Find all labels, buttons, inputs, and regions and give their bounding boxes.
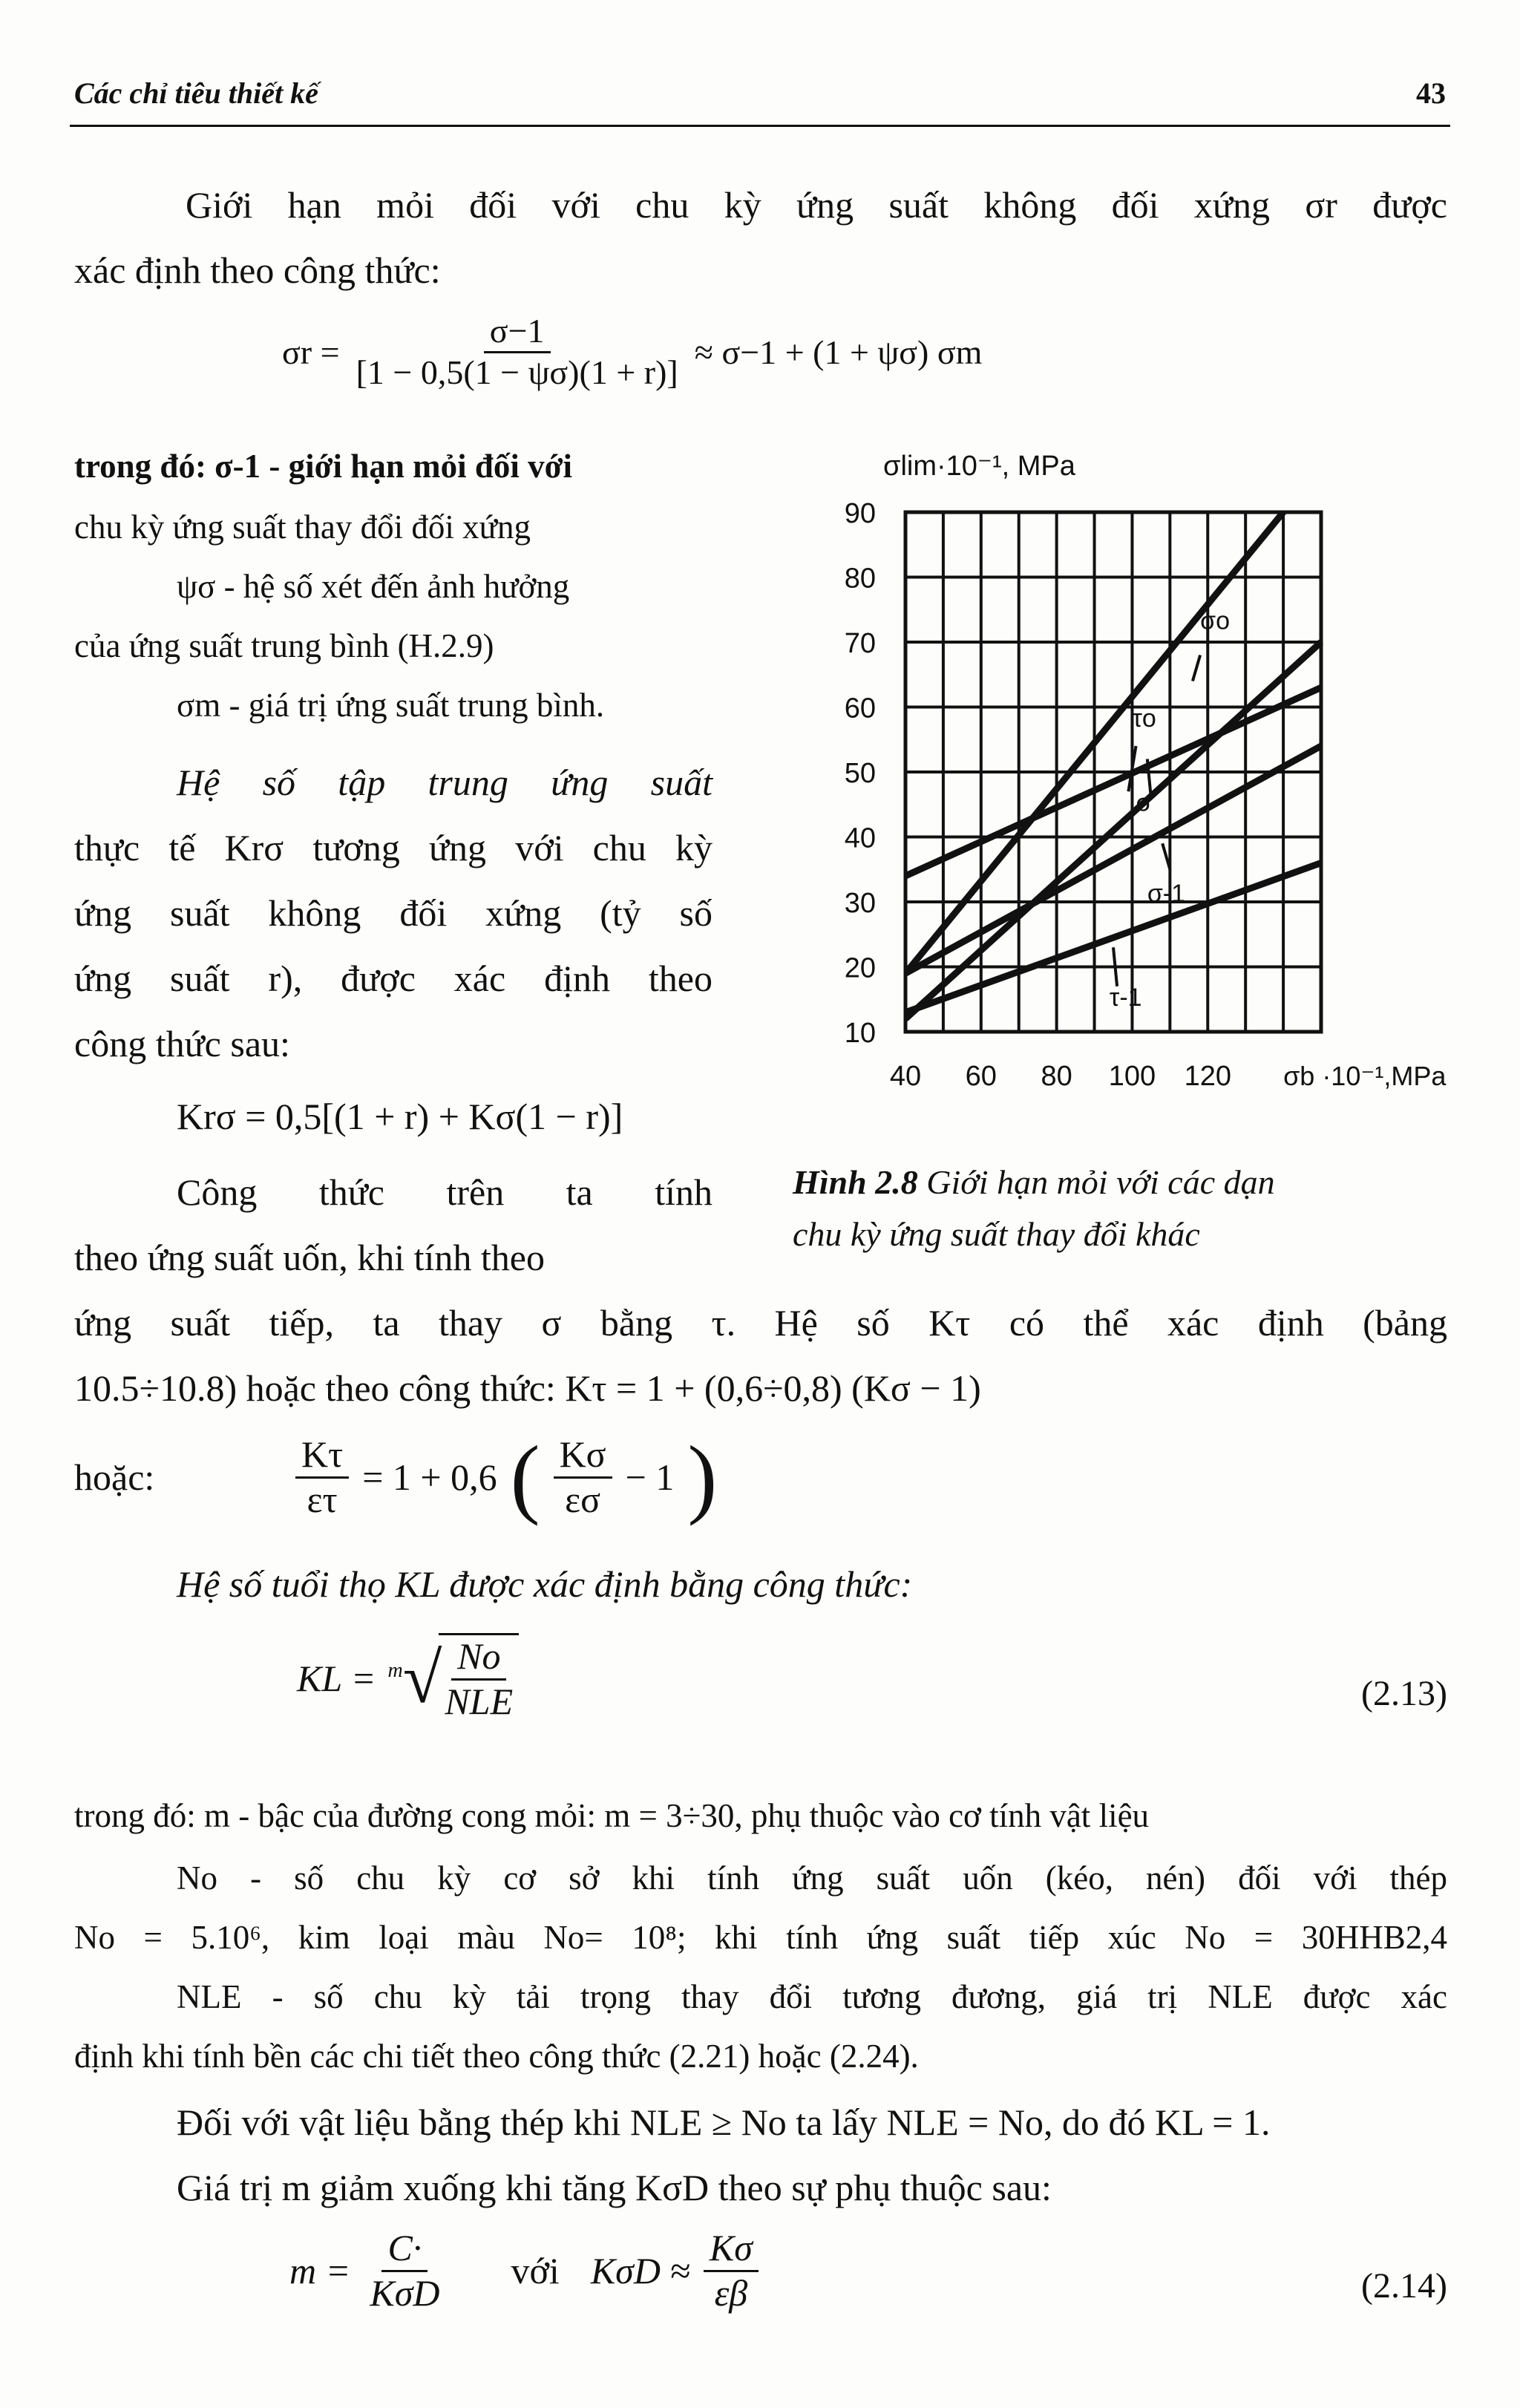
body-p5-line-2: định khi tính bền các chi tiết theo công thức (2.21) hoặc (2.24). — [74, 2038, 919, 2075]
ksd-fraction — [704, 2227, 759, 2314]
minus-one: − 1 — [625, 1456, 675, 1498]
kt-denominator: ετ — [307, 1478, 338, 1520]
series-label: σo — [1200, 606, 1230, 635]
ks-denominator: εσ — [565, 1478, 601, 1520]
m-lhs: m = — [289, 2250, 351, 2291]
body-p6: Đối với vật liệu bằng thép khi NLE ≥ No ta lấy NLE = No, do đó KL = 1. — [177, 2101, 1271, 2143]
ksd-denominator: εβ — [714, 2271, 748, 2314]
figure-caption-text-2: chu kỳ ứng suất thay đổi khác — [793, 1215, 1200, 1253]
radical-sign: √ — [402, 1637, 442, 1718]
close-paren: ) — [687, 1427, 718, 1526]
figure-caption-label: Hình 2.8 — [793, 1163, 918, 1201]
page-number: 43 — [1416, 76, 1446, 110]
y-tick-label: 90 — [844, 498, 876, 529]
ksd-lhs: KσD ≈ — [590, 2250, 690, 2291]
m-numerator: C· — [381, 2227, 428, 2272]
ks-numerator: Kσ — [554, 1433, 612, 1479]
formula-m — [289, 2227, 759, 2314]
hoac-rhs: = 1 + 0,6 — [362, 1456, 497, 1498]
kl-numerator: No — [451, 1635, 506, 1681]
body-p4-line-1: No - số chu kỳ cơ sở khi tính ứng suất uốn (kéo, nén) đối với thép — [177, 1859, 1447, 1897]
left-col-line-8: ứng suất không đối xứng (tỷ số — [74, 892, 712, 934]
body-p4-line-2: No = 5.10⁶, kim loại màu No= 10⁸; khi tính ứng suất tiếp xúc No = 30HHB2,4 — [74, 1919, 1447, 1956]
y-tick-label: 10 — [844, 1018, 876, 1049]
y-tick-label: 50 — [844, 758, 876, 789]
kl-root-index: m — [387, 1658, 403, 1682]
y-tick-label: 80 — [844, 563, 876, 595]
formula-k-r-sigma: Krσ = 0,5[(1 + r) + Kσ(1 − r)] — [177, 1096, 623, 1137]
series-leader-line — [1113, 947, 1117, 987]
formula-sigma-r-fraction — [350, 312, 684, 393]
x-tick-label: 120 — [1184, 1061, 1231, 1092]
body-p1-line-2: 10.5÷10.8) hoặc theo công thức: Kτ = 1 + (0,6÷0,8) (Kσ − 1) — [74, 1367, 981, 1409]
m-fraction — [364, 2227, 445, 2314]
y-tick-label: 30 — [844, 888, 876, 919]
y-tick-label: 60 — [844, 693, 876, 724]
kl-root — [388, 1633, 520, 1723]
hoac-label: hoặc: — [74, 1456, 155, 1498]
left-col-line-4: của ứng suất trung bình (H.2.9) — [74, 627, 494, 664]
ksd-numerator: Kσ — [704, 2227, 759, 2272]
kt-fraction — [295, 1433, 349, 1521]
intro-line-1: Giới hạn mỏi đối với chu kỳ ứng suất không đối xứng σr được — [186, 184, 1447, 226]
formula-hoac — [74, 1427, 718, 1526]
kl-denominator: NLE — [445, 1680, 514, 1722]
x-tick-label: 100 — [1108, 1061, 1156, 1092]
header-rule — [70, 125, 1450, 127]
figure-caption-text-1: Giới hạn mỏi với các dạn — [926, 1163, 1275, 1201]
figure-caption-line-1 — [793, 1158, 1275, 1207]
kl-fraction — [439, 1633, 519, 1723]
equation-number-2-14: (2.14) — [1361, 2266, 1447, 2306]
formula-sigma-r-denominator: [1 − 0,5(1 − ψσ)(1 + r)] — [356, 353, 678, 391]
body-p5-line-1: NLE - số chu kỳ tải trọng thay đổi tương đương, giá trị NLE được xác — [177, 1978, 1447, 2015]
series-label: τ-1 — [1109, 984, 1142, 1012]
x-axis-label: σb ·10⁻¹,MPa — [1283, 1061, 1447, 1091]
left-col-line-1: trong đó: σ-1 - giới hạn mỏi đối với — [74, 448, 573, 485]
open-paren: ( — [510, 1427, 540, 1526]
y-axis-label: σlim·10⁻¹, MPa — [883, 451, 1075, 482]
body-p2: Hệ số tuổi thọ KL được xác định bằng công thức: — [177, 1563, 913, 1605]
formula-sigma-r-approx: ≈ σ−1 + (1 + ψσ) σm — [694, 333, 983, 371]
body-p7: Giá trị m giảm xuống khi tăng KσD theo sự phụ thuộc sau: — [177, 2167, 1052, 2208]
formula-sigma-r — [282, 312, 982, 393]
left-col-line-6: Hệ số tập trung ứng suất — [177, 762, 712, 803]
x-tick-label: 40 — [889, 1061, 922, 1092]
running-header-title: Các chỉ tiêu thiết kế — [74, 76, 318, 110]
y-tick-label: 20 — [844, 952, 876, 984]
left-col-line-10: công thức sau: — [74, 1023, 290, 1064]
ks-fraction — [554, 1433, 612, 1521]
left-col-line-2: chu kỳ ứng suất thay đổi đối xứng — [74, 508, 531, 546]
series-label: σ — [1136, 788, 1152, 817]
left-col-line-7: thực tế Krσ tương ứng với chu kỳ — [74, 827, 712, 868]
equation-number-2-13: (2.13) — [1361, 1674, 1447, 1713]
formula-sigma-r-numerator: σ−1 — [484, 312, 551, 353]
body-p3: trong đó: m - bậc của đường cong mỏi: m = 3÷30, phụ thuộc vào cơ tính vật liệu — [74, 1797, 1150, 1834]
x-tick-label: 80 — [1041, 1061, 1072, 1092]
voi-label: với — [511, 2250, 560, 2291]
y-tick-label: 70 — [844, 628, 876, 659]
kt-numerator: Kτ — [295, 1433, 349, 1479]
kl-lhs: KL = — [297, 1657, 376, 1699]
body-p1-line-1: ứng suất tiếp, ta thay σ bằng τ. Hệ số Kτ có thể xác định (bảng — [74, 1302, 1447, 1344]
y-tick-label: 40 — [844, 822, 876, 854]
formula-kl — [297, 1633, 519, 1723]
series-label: σ-1 — [1147, 880, 1186, 908]
intro-line-2: xác định theo công thức: — [74, 249, 441, 291]
series-label: τo — [1132, 704, 1156, 733]
series-leader-line — [1193, 655, 1200, 681]
m-denominator: KσD — [370, 2271, 440, 2314]
formula-sigma-r-lhs: σr = — [282, 333, 340, 371]
x-tick-label: 60 — [965, 1061, 997, 1092]
left-col-line-11: Công thức trên ta tính — [177, 1171, 712, 1213]
fatigue-limit-chart — [772, 431, 1455, 1143]
left-col-line-3: ψσ - hệ số xét đến ảnh hưởng — [177, 568, 570, 605]
left-col-line-9: ứng suất r), được xác định theo — [74, 958, 712, 999]
left-col-line-5: σm - giá trị ứng suất trung bình. — [177, 687, 605, 724]
left-col-line-12: theo ứng suất uốn, khi tính theo — [74, 1237, 545, 1278]
